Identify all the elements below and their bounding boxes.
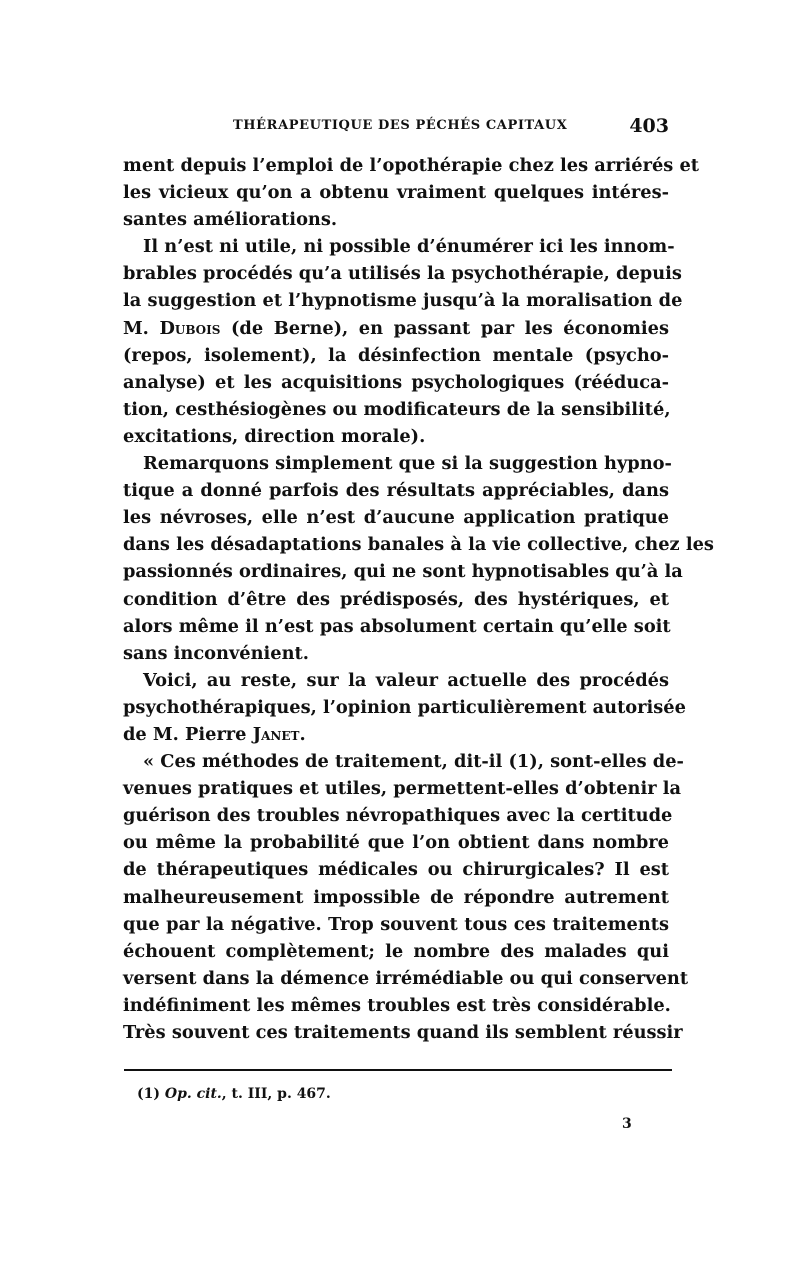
text-line: (repos, isolement), la désinfection mentale (psycho-: [123, 344, 669, 366]
text-line-start: de M. Pierre: [123, 723, 253, 745]
footnote-citation-title: Op. cit.: [164, 1086, 222, 1102]
text-line-end: .: [299, 723, 306, 745]
text-line: excitations, direction morale).: [123, 425, 426, 447]
text-line: venues pratiques et utiles, permettent-elles d’obtenir la: [123, 778, 682, 800]
text-line: que par la négative. Trop souvent tous ces traitements: [123, 913, 669, 935]
text-line: [123, 315, 669, 342]
text-line: guérison des troubles névropathiques avec la certitude: [123, 805, 673, 827]
footnote-divider: [124, 1069, 672, 1071]
text-line: brables procédés qu’a utilisés la psychothérapie, depuis: [123, 263, 682, 285]
text-line: Voici, au reste, sur la valeur actuelle des procédés: [143, 669, 669, 691]
text-line: analyse) et les acquisitions psychologiques (rééduca-: [123, 371, 669, 393]
text-line: ou même la probabilité que l’on obtient dans nombre: [123, 832, 669, 854]
text-line: ment depuis l’emploi de l’opothérapie chez les arriérés et: [123, 155, 700, 176]
page-number: 403: [629, 115, 669, 137]
text-line: tion, cesthésiogènes ou modificateurs de la sensibilité,: [123, 398, 671, 420]
footnote-marker: (1): [137, 1086, 165, 1102]
text-line: indéfiniment les mêmes troubles est très considérable.: [123, 994, 671, 1016]
text-line: condition d’être des prédisposés, des hystériques, et: [123, 588, 669, 610]
text-line: sans inconvénient.: [123, 642, 309, 664]
footnote-reference: , t. III, p. 467.: [221, 1086, 331, 1102]
text-line: Il n’est ni utile, ni possible d’énumérer ici les innom-: [143, 236, 675, 258]
running-title: THÉRAPEUTIQUE DES PÉCHÉS CAPITAUX: [233, 118, 568, 133]
text-line: alors même il n’est pas absolument certain qu’elle soit: [123, 615, 671, 637]
author-name-dubois: Dubois: [159, 317, 221, 339]
text-line: la suggestion et l’hypnotisme jusqu’à la moralisation de: [123, 290, 683, 312]
signature-mark: 3: [622, 1116, 632, 1132]
text-line-end: (de Berne), en passant par les économies: [220, 317, 669, 339]
text-line: passionnés ordinaires, qui ne sont hypnotisables qu’à la: [123, 561, 683, 583]
text-line: « Ces méthodes de traitement, dit-il (1), sont-elles de-: [143, 751, 684, 773]
text-line: tique a donné parfois des résultats appréciables, dans: [123, 480, 669, 502]
text-line: dans les désadaptations banales à la vie collective, chez les: [123, 534, 714, 556]
running-head: [123, 116, 669, 138]
body-text: [123, 152, 714, 1046]
text-line: Très souvent ces traitements quand ils semblent réussir: [123, 1022, 683, 1043]
footnote: [137, 1086, 331, 1102]
text-line: malheureusement impossible de répondre autrement: [123, 886, 669, 908]
text-line: les vicieux qu’on a obtenu vraiment quelques intéres-: [123, 182, 669, 204]
text-line: les névroses, elle n’est d’aucune application pratique: [123, 507, 669, 529]
text-line: [123, 721, 669, 748]
text-line: santes améliorations.: [123, 209, 338, 231]
text-line: versent dans la démence irrémédiable ou qui conservent: [123, 967, 689, 989]
text-line: psychothérapiques, l’opinion particulièrement autorisée: [123, 696, 686, 718]
text-line: Remarquons simplement que si la suggestion hypno-: [143, 453, 672, 475]
text-line-start: M.: [123, 317, 160, 339]
author-name-janet: Janet: [252, 723, 300, 745]
text-line: échouent complètement; le nombre des malades qui: [123, 940, 669, 962]
text-line: de thérapeutiques médicales ou chirurgicales? Il est: [123, 859, 669, 881]
